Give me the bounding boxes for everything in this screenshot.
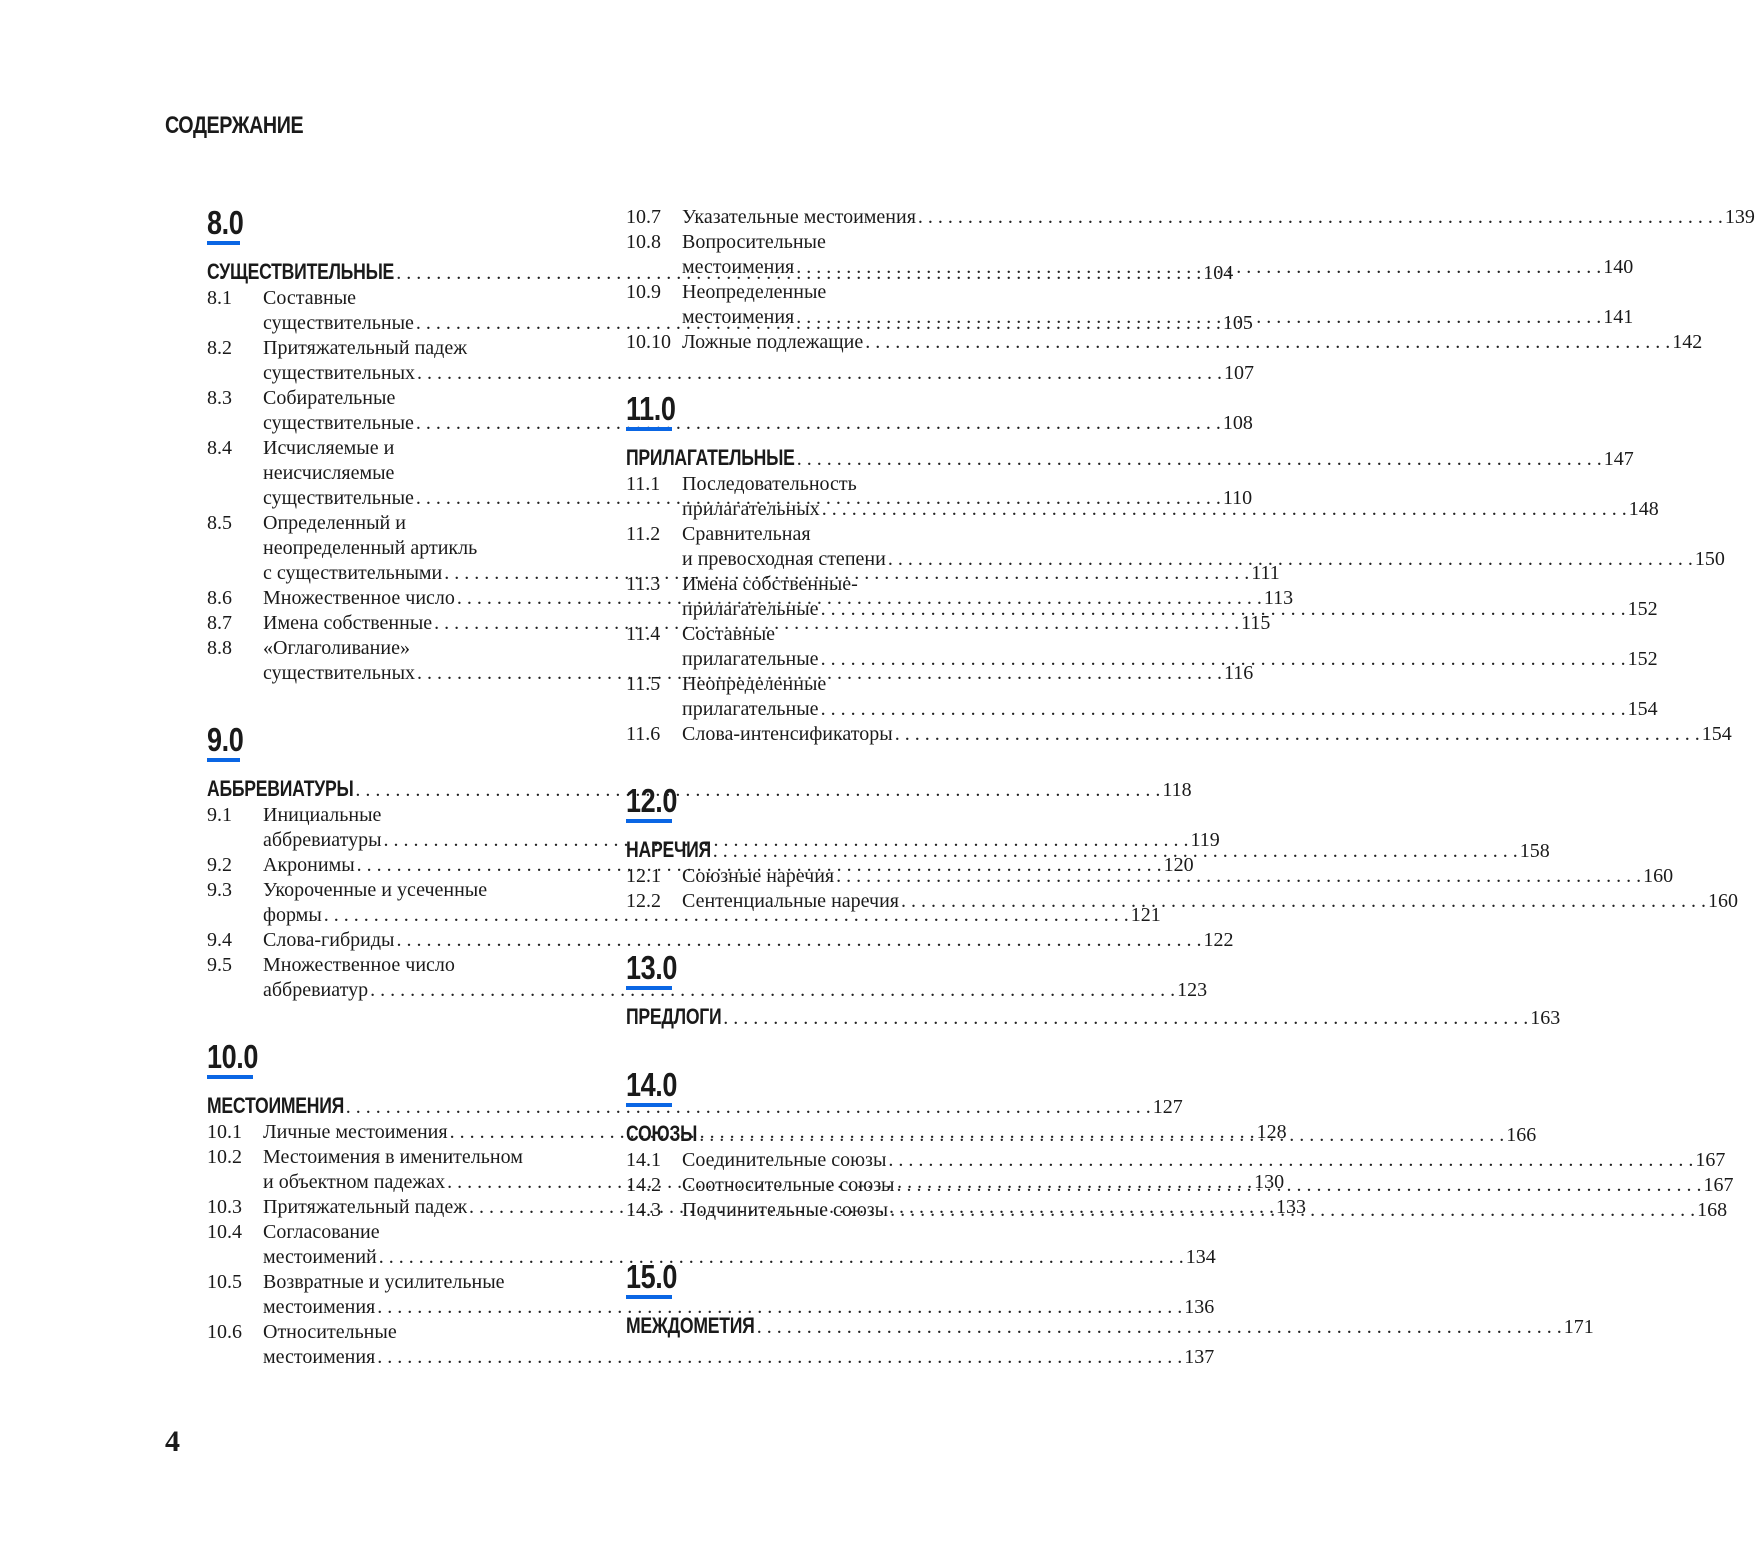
toc-entry-page: 110 bbox=[1222, 487, 1253, 509]
section-title-row[interactable] bbox=[626, 445, 1634, 472]
toc-entry-text: Соединительные союзы bbox=[682, 1149, 887, 1171]
toc-entry-text-line: Местоимения в именительном bbox=[263, 1146, 523, 1168]
toc-entry-number: 8.7 bbox=[207, 612, 232, 634]
toc-entry-text: аббревиатуры bbox=[263, 829, 382, 851]
section-page: 104 bbox=[1203, 262, 1234, 284]
toc-entry-text: Множественное число bbox=[263, 587, 455, 609]
section-title: НАРЕЧИЯ bbox=[626, 837, 711, 862]
toc-entry-text-line: Возвратные и усилительные bbox=[263, 1271, 505, 1293]
section-accent-rule bbox=[207, 241, 240, 245]
toc-entry-text-line: «Оглаголивание» bbox=[263, 637, 410, 659]
toc-entry-body bbox=[682, 722, 1732, 747]
toc-entry[interactable] bbox=[626, 205, 1755, 230]
toc-entry-text: Сентенциальные наречия bbox=[682, 890, 899, 912]
section-title: ПРЕДЛОГИ bbox=[626, 1004, 722, 1029]
toc-entry-text: Слова-интенсификаторы bbox=[682, 723, 893, 745]
toc-entry-text-line: Вопросительные bbox=[682, 231, 826, 253]
toc-entry[interactable] bbox=[626, 1148, 1726, 1173]
toc-entry-number: 14.3 bbox=[626, 1199, 661, 1221]
section-accent-rule bbox=[626, 427, 672, 431]
toc-entry-text: и превосходная степени bbox=[682, 548, 886, 570]
toc-entry-number: 8.2 bbox=[207, 337, 232, 359]
section-accent-rule bbox=[626, 1295, 672, 1299]
toc-entry-number: 8.4 bbox=[207, 437, 232, 459]
section-title: МЕСТОИМЕНИЯ bbox=[207, 1093, 345, 1118]
toc-entry-text: Имена собственные bbox=[263, 612, 433, 634]
toc-entry-number: 11.1 bbox=[626, 473, 661, 495]
toc-entry-number: 8.3 bbox=[207, 387, 232, 409]
toc-entry-number: 14.2 bbox=[626, 1174, 661, 1196]
toc-entry-last-line bbox=[682, 597, 1658, 622]
page-title: СОДЕРЖАНИЕ bbox=[165, 112, 304, 139]
toc-entry-page: 136 bbox=[1184, 1296, 1215, 1318]
toc-entry-text-line: Притяжательный падеж bbox=[263, 337, 468, 359]
toc-entry-last-line bbox=[682, 889, 1738, 914]
toc-entry-page: 105 bbox=[1222, 312, 1253, 334]
section-title-row[interactable] bbox=[626, 1004, 1561, 1031]
section-number: 14.0 bbox=[626, 1066, 678, 1103]
toc-entry-page: 133 bbox=[1276, 1196, 1307, 1218]
toc-entry-page: 134 bbox=[1185, 1246, 1216, 1268]
toc-entry-page: 115 bbox=[1241, 612, 1271, 634]
toc-entry-text: с существительными bbox=[263, 562, 443, 584]
section-accent-rule bbox=[207, 1075, 253, 1079]
toc-entry-number: 11.3 bbox=[626, 573, 661, 595]
toc-entry-page: 152 bbox=[1627, 598, 1658, 620]
section-accent-rule bbox=[626, 819, 672, 823]
toc-entry-last-line bbox=[682, 497, 1659, 522]
toc-entry-text: Указательные местоимения bbox=[682, 206, 916, 228]
dot-leader bbox=[821, 697, 1626, 722]
toc-entry-number: 10.6 bbox=[207, 1321, 242, 1343]
section-number: 12.0 bbox=[626, 782, 678, 819]
toc-entry-text: Соотносительные союзы bbox=[682, 1174, 895, 1196]
section-title: МЕЖДОМЕТИЯ bbox=[626, 1313, 755, 1338]
section-title: СОЮЗЫ bbox=[626, 1121, 698, 1146]
toc-entry-number: 9.3 bbox=[207, 879, 232, 901]
toc-entry-last-line bbox=[682, 255, 1633, 280]
toc-entry-text: Подчинительные союзы bbox=[682, 1199, 889, 1221]
section-page: 127 bbox=[1152, 1096, 1183, 1118]
page-number: 4 bbox=[165, 1425, 180, 1458]
toc-entry[interactable] bbox=[626, 330, 1703, 355]
toc-entry-number: 10.5 bbox=[207, 1271, 242, 1293]
toc-entry-page: 111 bbox=[1251, 562, 1280, 584]
toc-entry-text: местоимения bbox=[263, 1296, 376, 1318]
toc-entry-text-line: Неопределенные bbox=[682, 673, 827, 695]
section-number: 9.0 bbox=[207, 721, 244, 758]
toc-entry-last-line bbox=[682, 305, 1633, 330]
toc-entry-number: 8.5 bbox=[207, 512, 232, 534]
toc-entry-text-line: Множественное число bbox=[263, 954, 455, 976]
section-title: ПРИЛАГАТЕЛЬНЫЕ bbox=[626, 445, 795, 470]
toc-entry-text: Личные местоимения bbox=[263, 1121, 448, 1143]
toc-entry-text: Ложные подлежащие bbox=[682, 331, 864, 353]
toc-entry-text: Акронимы bbox=[263, 854, 355, 876]
toc-entry-page: 167 bbox=[1695, 1149, 1726, 1171]
toc-entry-body bbox=[682, 864, 1673, 889]
toc-entry-page: 139 bbox=[1724, 206, 1755, 228]
toc-entry[interactable] bbox=[626, 722, 1732, 747]
toc-entry-page: 154 bbox=[1627, 698, 1658, 720]
section-page: 163 bbox=[1530, 1007, 1561, 1029]
toc-entry-last-line bbox=[682, 697, 1658, 722]
toc-entry-page: 160 bbox=[1707, 890, 1738, 912]
toc-entry-text-line: Сравнительная bbox=[682, 523, 811, 545]
section-number: 13.0 bbox=[626, 949, 678, 986]
toc-entry-body bbox=[682, 280, 1633, 330]
toc-entry-body bbox=[682, 1173, 1734, 1198]
toc-entry-text-line: неопределенный артикль bbox=[263, 537, 478, 559]
toc-entry-text: Союзные наречия bbox=[682, 865, 835, 887]
toc-entry-number: 10.7 bbox=[626, 206, 661, 228]
toc-entry-number: 10.3 bbox=[207, 1196, 242, 1218]
toc-entry-text: местоимения bbox=[682, 256, 795, 278]
toc-entry-text: Притяжательный падеж bbox=[263, 1196, 468, 1218]
dot-leader bbox=[723, 1006, 1528, 1031]
toc-entry-text: местоимений bbox=[263, 1246, 377, 1268]
toc-entry-page: 128 bbox=[1256, 1121, 1287, 1143]
toc-entry-number: 10.8 bbox=[626, 231, 661, 253]
toc-entry-last-line bbox=[682, 722, 1732, 747]
toc-entry-page: 148 bbox=[1628, 498, 1659, 520]
section-number: 11.0 bbox=[626, 390, 676, 427]
toc-entry-number: 11.6 bbox=[626, 723, 661, 745]
toc-entry-text: местоимения bbox=[263, 1346, 376, 1368]
toc-entry-page: 122 bbox=[1203, 929, 1234, 951]
dot-leader bbox=[865, 330, 1670, 355]
toc-entry-last-line bbox=[682, 1198, 1727, 1223]
section-page: 118 bbox=[1162, 779, 1192, 801]
dot-leader bbox=[699, 1123, 1504, 1148]
toc-entry-text-line: Исчисляемые и bbox=[263, 437, 395, 459]
toc-entry-last-line bbox=[682, 647, 1658, 672]
dot-leader bbox=[713, 839, 1518, 864]
section-number: 10.0 bbox=[207, 1038, 259, 1075]
toc-entry-text-line: Составные bbox=[682, 623, 776, 645]
toc-entry-last-line bbox=[682, 1148, 1725, 1173]
toc-entry-number: 10.1 bbox=[207, 1121, 242, 1143]
dot-leader bbox=[757, 1315, 1562, 1340]
toc-entry-number: 9.1 bbox=[207, 804, 232, 826]
toc-entry-last-line bbox=[682, 864, 1673, 889]
dot-leader bbox=[901, 889, 1706, 914]
toc-entry-page: 140 bbox=[1603, 256, 1634, 278]
toc-entry-body bbox=[682, 622, 1658, 672]
section-page: 158 bbox=[1519, 840, 1550, 862]
section-page: 166 bbox=[1506, 1124, 1537, 1146]
toc-entry-text-line: Неопределенные bbox=[682, 281, 827, 303]
dot-leader bbox=[821, 647, 1626, 672]
toc-entry-text: местоимения bbox=[682, 306, 795, 328]
toc-entry-number: 12.2 bbox=[626, 890, 661, 912]
toc-entry-body bbox=[682, 522, 1725, 572]
toc-entry-text: прилагательных bbox=[682, 498, 820, 520]
toc-entry-text: аббревиатур bbox=[263, 979, 369, 1001]
toc-entry-text-line: Инициальные bbox=[263, 804, 382, 826]
toc-entry-page: 137 bbox=[1184, 1346, 1215, 1368]
toc-entry[interactable] bbox=[207, 1220, 1216, 1270]
toc-entry-last-line bbox=[682, 547, 1725, 572]
toc-entry-number: 11.5 bbox=[626, 673, 661, 695]
toc-entry-text-line: Собирательные bbox=[263, 387, 396, 409]
toc-entry-page: 121 bbox=[1130, 904, 1161, 926]
toc-entry-page: 154 bbox=[1701, 723, 1732, 745]
dot-leader bbox=[888, 547, 1693, 572]
dot-leader bbox=[796, 255, 1601, 280]
toc-entry-body bbox=[682, 205, 1755, 230]
dot-leader bbox=[888, 1148, 1693, 1173]
toc-entry-number: 9.5 bbox=[207, 954, 232, 976]
toc-entry-page: 123 bbox=[1177, 979, 1208, 1001]
toc-entry-number: 11.4 bbox=[626, 623, 661, 645]
toc-entry-text-line: неисчисляемые bbox=[263, 462, 395, 484]
section-title: АББРЕВИАТУРЫ bbox=[207, 776, 354, 801]
section-accent-rule bbox=[207, 758, 240, 762]
toc-entry-text: существительные bbox=[263, 412, 414, 434]
toc-entry-page: 150 bbox=[1694, 548, 1725, 570]
toc-entry-number: 12.1 bbox=[626, 865, 661, 887]
toc-entry-page: 141 bbox=[1603, 306, 1634, 328]
toc-entry-text-line: Имена собственные- bbox=[682, 573, 858, 595]
toc-entry-text: формы bbox=[263, 904, 322, 926]
toc-entry-page: 152 bbox=[1627, 648, 1658, 670]
section-number: 15.0 bbox=[626, 1258, 678, 1295]
toc-entry-number: 8.6 bbox=[207, 587, 232, 609]
toc-entry-text: существительные bbox=[263, 312, 414, 334]
toc-entry-page: 108 bbox=[1222, 412, 1253, 434]
toc-entry-text: существительных bbox=[263, 662, 416, 684]
section-accent-rule bbox=[626, 986, 672, 990]
toc-entry[interactable] bbox=[626, 889, 1738, 914]
toc-entry-number: 9.4 bbox=[207, 929, 232, 951]
section-page: 171 bbox=[1563, 1316, 1594, 1338]
section-accent-rule bbox=[626, 1103, 672, 1107]
toc-entry-body bbox=[682, 230, 1633, 280]
toc-entry-number: 10.4 bbox=[207, 1221, 242, 1243]
dot-leader bbox=[821, 597, 1626, 622]
section-title-row[interactable] bbox=[207, 1093, 1183, 1120]
toc-entry-body bbox=[682, 889, 1738, 914]
toc-entry-text-line: Определенный и bbox=[263, 512, 406, 534]
section-title: СУЩЕСТВИТЕЛЬНЫЕ bbox=[207, 259, 395, 284]
toc-entry-number: 9.2 bbox=[207, 854, 232, 876]
toc-entry-text: Слова-гибриды bbox=[263, 929, 395, 951]
toc-entry-body bbox=[682, 472, 1659, 522]
toc-entry-page: 116 bbox=[1224, 662, 1254, 684]
toc-entry-text: существительных bbox=[263, 362, 416, 384]
dot-leader bbox=[918, 205, 1723, 230]
dot-leader bbox=[897, 1173, 1702, 1198]
toc-entry-page: 113 bbox=[1263, 587, 1294, 609]
section-number: 8.0 bbox=[207, 204, 244, 241]
dot-leader bbox=[822, 497, 1627, 522]
toc-entry[interactable] bbox=[626, 522, 1725, 572]
toc-entry-text: прилагательные bbox=[682, 698, 819, 720]
toc-entry-number: 10.9 bbox=[626, 281, 661, 303]
toc-entry-page: 142 bbox=[1672, 331, 1703, 353]
toc-entry-text-line: Согласование bbox=[263, 1221, 380, 1243]
toc-entry-number: 10.2 bbox=[207, 1146, 242, 1168]
toc-entry-number: 8.8 bbox=[207, 637, 232, 659]
toc-entry-last-line bbox=[682, 205, 1755, 230]
toc-entry-body bbox=[682, 1148, 1725, 1173]
toc-entry-text-line: Последовательность bbox=[682, 473, 857, 495]
dot-leader bbox=[796, 305, 1601, 330]
section-page: 147 bbox=[1603, 448, 1634, 470]
toc-entry-text-line: Относительные bbox=[263, 1321, 397, 1343]
section-title-row[interactable] bbox=[626, 1313, 1594, 1340]
dot-leader bbox=[836, 864, 1641, 889]
toc-entry-text: существительные bbox=[263, 487, 414, 509]
toc-entry-body bbox=[682, 330, 1702, 355]
toc-entry-page: 168 bbox=[1697, 1199, 1728, 1221]
toc-entry-page: 119 bbox=[1190, 829, 1220, 851]
toc-entry-body bbox=[682, 1198, 1727, 1223]
toc-entry-page: 160 bbox=[1643, 865, 1674, 887]
toc-entry-last-line bbox=[682, 330, 1702, 355]
toc-entry-text-line: Укороченные и усеченные bbox=[263, 879, 488, 901]
toc-entry-text-line: Составные bbox=[263, 287, 357, 309]
toc-entry-body bbox=[682, 572, 1658, 622]
toc-entry-page: 107 bbox=[1224, 362, 1255, 384]
toc-entry-number: 14.1 bbox=[626, 1149, 661, 1171]
dot-leader bbox=[895, 722, 1700, 747]
toc-entry-text: прилагательные bbox=[682, 648, 819, 670]
toc-entry-page: 130 bbox=[1254, 1171, 1285, 1193]
toc-entry-number: 11.2 bbox=[626, 523, 661, 545]
toc-entry-body bbox=[682, 672, 1658, 722]
toc-entry-text: и объектном падежах bbox=[263, 1171, 446, 1193]
dot-leader bbox=[797, 447, 1602, 472]
toc-entry-last-line bbox=[682, 1173, 1734, 1198]
dot-leader bbox=[890, 1198, 1695, 1223]
toc-entry-text: прилагательные bbox=[682, 598, 819, 620]
toc-entry-page: 167 bbox=[1703, 1174, 1734, 1196]
toc-entry[interactable] bbox=[207, 928, 1234, 953]
toc-entry-number: 10.10 bbox=[626, 331, 671, 353]
toc-entry-page: 120 bbox=[1163, 854, 1194, 876]
toc-entry-number: 8.1 bbox=[207, 287, 232, 309]
